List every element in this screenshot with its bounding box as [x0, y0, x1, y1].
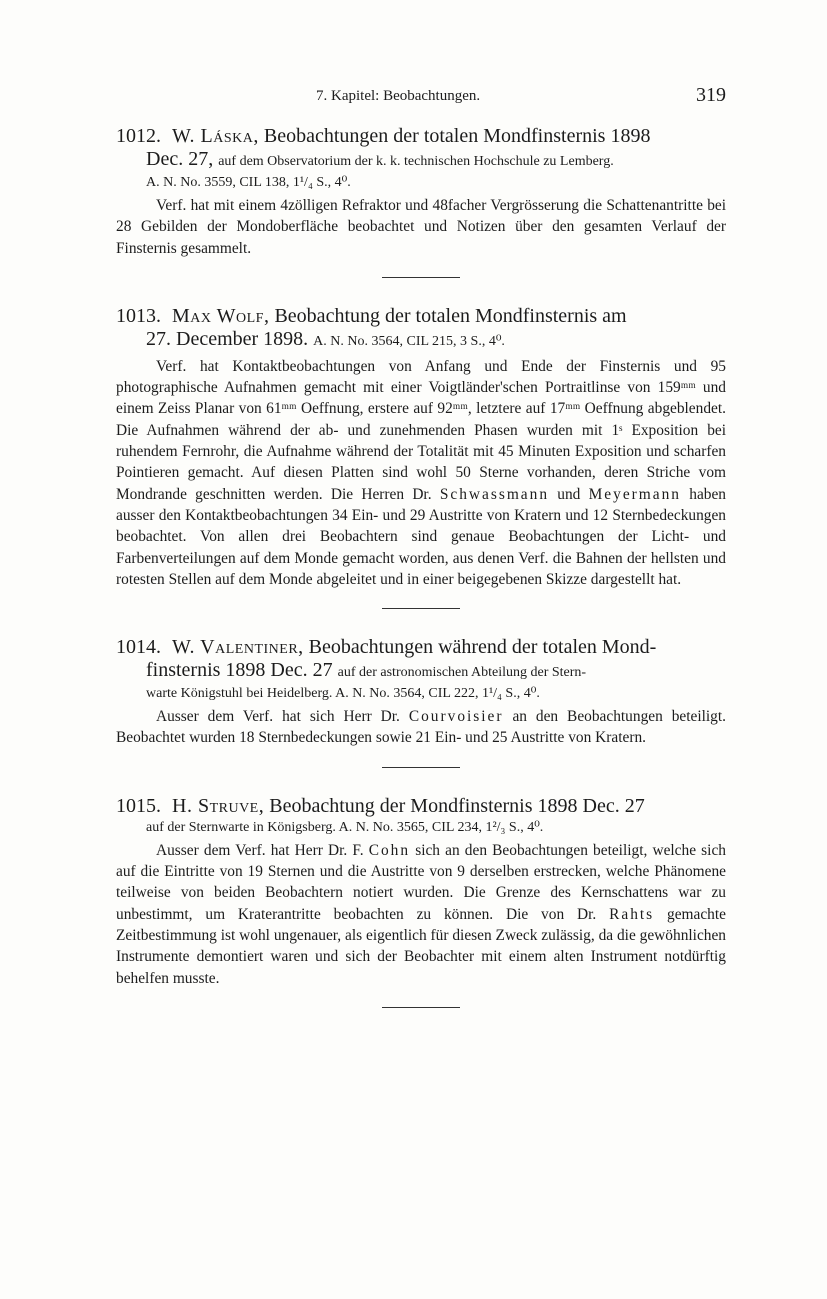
entry-location: auf der astronomischen Abteilung der Stern-	[337, 665, 587, 681]
entry-1014	[116, 635, 726, 749]
entry-date: Dec. 27,	[146, 148, 214, 170]
entry-title-continuation	[116, 659, 726, 684]
running-header	[116, 84, 726, 110]
entry-location: auf dem Observatorium der k. k. technischen Hochschule zu Lemberg.	[218, 154, 614, 169]
entry-1013	[116, 304, 726, 590]
entry-number: 1012.	[116, 125, 161, 147]
body-text: gemachte Zeitbestimmung ist wohl ungenauer, als eigentlich für diesen Zweck zulässig, da die gewöhnlichen Instrumente demontiert waren und sich der Beobachter mit einem alten Instrument notdürftig behelfen musste.	[116, 905, 726, 987]
entry-number: 1013.	[116, 304, 161, 327]
entry-title-continuation	[116, 148, 726, 173]
separator-rule	[382, 1007, 460, 1008]
entry-paragraph	[116, 706, 726, 749]
person-name: Meyermann	[588, 485, 681, 503]
person-name: Cohn	[368, 841, 411, 859]
entry-body	[116, 840, 726, 989]
entry-author: Max Wolf,	[172, 304, 270, 327]
separator-rule	[382, 767, 460, 768]
entry-title: Beobachtungen während der totalen Mond-	[308, 636, 657, 659]
person-name: Schwassmann	[439, 485, 550, 503]
body-text: und	[557, 485, 581, 503]
entry-1012	[116, 124, 726, 259]
body-text: an den Beobachtungen beteiligt. Beobachtet wurden 18 Sternbedeckungen sowie 21 Ein- und 25 Austritte von Kratern.	[116, 708, 726, 747]
entry-title: Beobachtung der Mondfinsternis 1898 Dec. 27	[269, 794, 645, 817]
body-text: Ausser dem Verf. hat Herr Dr. F.	[156, 841, 364, 859]
entry-paragraph	[116, 356, 726, 590]
entry-date: finsternis 1898 Dec. 27	[146, 659, 333, 682]
entry-reference: warte Königstuhl bei Heidelberg. A. N. No. 3564, CIL 222, 1¹/₄ S., 4⁰.	[146, 686, 540, 702]
separator-rule	[382, 608, 460, 609]
person-name: Rahts	[609, 905, 655, 923]
person-name: Courvoisier	[408, 708, 504, 726]
entry-title-continuation	[116, 328, 726, 353]
entry-body	[116, 356, 726, 590]
entry-author: H. Struve,	[172, 794, 265, 817]
entry-reference: A. N. No. 3559, CIL 138, 1¹/₄ S., 4⁰.	[146, 175, 351, 190]
page	[116, 84, 726, 1008]
entry-body	[116, 195, 726, 259]
body-text: haben ausser den Kontaktbeobachtungen 34 Ein- und 29 Austritte von Kratern und 12 Sternbedeckungen beobachtet. Von allen drei Beobachtern sind genaue Beobachtungen der Licht- und Farbenverteilungen auf dem Monde gemacht worden, aus denen Verf. die Bahnen der hellsten und rotesten Stellen auf dem Monde abgeleitet und in einer beigegebenen Skizze dargestellt hat.	[116, 485, 726, 588]
entry-heading	[116, 794, 726, 818]
entry-date: 27. December 1898.	[146, 327, 309, 350]
entry-number: 1015.	[116, 794, 161, 817]
page-number: 319	[696, 84, 726, 106]
entry-number: 1014.	[116, 636, 161, 659]
entry-heading	[116, 304, 726, 328]
entry-body	[116, 706, 726, 749]
entry-heading	[116, 124, 726, 148]
separator-rule	[382, 277, 460, 278]
entry-author: W. Láska,	[172, 125, 259, 147]
entry-title: Beobachtungen der totalen Mondfinsternis 1898	[263, 125, 651, 147]
entry-title: Beobachtung der totalen Mondfinsternis am	[274, 304, 627, 327]
entry-1015	[116, 794, 726, 989]
entry-reference: A. N. No. 3564, CIL 215, 3 S., 4⁰.	[313, 333, 505, 349]
chapter-title: 7. Kapitel: Beobachtungen.	[316, 88, 481, 104]
entry-reference: auf der Sternwarte in Königsberg. A. N. No. 3565, CIL 234, 1²/₃ S., 4⁰.	[146, 819, 544, 835]
entry-paragraph	[116, 840, 726, 989]
entry-heading	[116, 635, 726, 659]
entry-paragraph: Verf. hat mit einem 4zölligen Refraktor und 48facher Vergrösserung die Schattenantritte bei 28 Gebilden der Mondoberfläche beobachtet und Notizen über den gesamten Verlauf der Finsternis gesammelt.	[116, 197, 726, 257]
body-text: sich an den Beobachtungen beteiligt, welche sich auf die Eintritte von 19 Sternen und die Austritte von 9 derselben erstrecken, welche Phänomene teilweise von beiden Beobachtern notiert wurden. Die Grenze des Kernschattens war zu unbestimmt, um Kraterantritte beobachten zu können. Die von Dr.	[116, 841, 726, 923]
entry-author: W. Valentiner,	[172, 636, 304, 659]
body-text: Ausser dem Verf. hat sich Herr Dr.	[156, 708, 400, 726]
body-text: Verf. hat Kontaktbeobachtungen von Anfang und Ende der Finsternis und 95 photographische Aufnahmen gemacht mit einer Voigtländer'schen Portraitlinse von 159ᵐᵐ und einem Zeiss Planar von 61ᵐᵐ Oeffnung, erstere auf 92ᵐᵐ, letztere auf 17ᵐᵐ Oeffnung abgeblendet. Die Aufnahmen während der ab- und zunehmenden Phasen wurden mit 1ˢ Exposition bei ruhendem Fernrohr, die Aufnahme während der Totalität mit 45 Minuten Exposition und scharfen Pointieren gemacht. Auf diesen Platten sind wohl 50 Sterne vorhanden, deren Striche vom Mondrande geschnitten werden. Die Herren Dr.	[116, 357, 726, 503]
